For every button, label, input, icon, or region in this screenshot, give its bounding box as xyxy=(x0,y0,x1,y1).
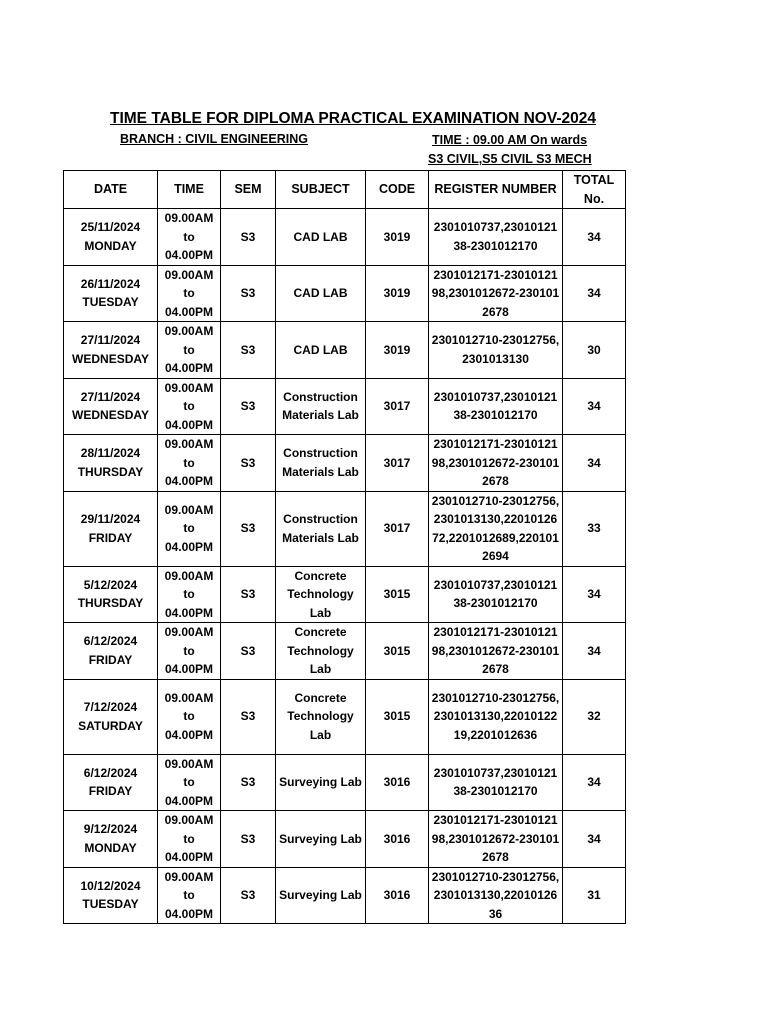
date-cell xyxy=(64,491,158,566)
total-cell: 34 xyxy=(563,378,626,435)
day-text: FRIDAY xyxy=(88,652,133,667)
time-cell: 09.00AM to 04.00PM xyxy=(158,491,221,566)
day-text: MONDAY xyxy=(84,238,137,253)
sem-cell: S3 xyxy=(221,265,276,322)
code-cell: 3016 xyxy=(366,811,429,868)
timetable xyxy=(63,170,626,924)
date-text: 10/12/2024 xyxy=(80,878,141,893)
header-register-number: REGISTER NUMBER xyxy=(429,171,563,209)
time-cell: 09.00AM to 04.00PM xyxy=(158,679,221,754)
time-cell: 09.00AM to 04.00PM xyxy=(158,623,221,680)
subject-cell: Surveying Lab xyxy=(276,754,366,811)
date-text: 28/11/2024 xyxy=(80,446,141,461)
register-number-cell: 2301012710-23012756,2301013130,2201012636 xyxy=(429,867,563,924)
day-text: TUESDAY xyxy=(82,295,139,310)
table-row xyxy=(64,566,626,623)
register-number-cell: 2301012710-23012756,2301013130 xyxy=(429,322,563,379)
table-row xyxy=(64,867,626,924)
code-cell: 3017 xyxy=(366,491,429,566)
date-text: 27/11/2024 xyxy=(80,389,141,404)
total-cell: 34 xyxy=(563,265,626,322)
day-text: FRIDAY xyxy=(88,530,133,545)
day-text: MONDAY xyxy=(84,840,137,855)
subject-cell: Construction Materials Lab xyxy=(276,491,366,566)
subject-cell: CAD LAB xyxy=(276,265,366,322)
table-row xyxy=(64,322,626,379)
sem-cell: S3 xyxy=(221,209,276,266)
header-subject: SUBJECT xyxy=(276,171,366,209)
code-cell: 3015 xyxy=(366,679,429,754)
date-cell xyxy=(64,209,158,266)
time-cell: 09.00AM to 04.00PM xyxy=(158,566,221,623)
sem-cell: S3 xyxy=(221,491,276,566)
register-number-cell: 2301012171-2301012198,2301012672-2301012678 xyxy=(429,623,563,680)
table-row xyxy=(64,679,626,754)
subject-cell: Surveying Lab xyxy=(276,811,366,868)
sem-cell: S3 xyxy=(221,811,276,868)
register-number-cell: 2301010737,2301012138-2301012170 xyxy=(429,566,563,623)
header-total: TOTAL No. xyxy=(563,171,626,209)
date-text: 26/11/2024 xyxy=(80,276,141,291)
date-cell xyxy=(64,811,158,868)
subject-cell: Construction Materials Lab xyxy=(276,378,366,435)
code-cell: 3017 xyxy=(366,378,429,435)
header-code: CODE xyxy=(366,171,429,209)
time-cell: 09.00AM to 04.00PM xyxy=(158,754,221,811)
day-text: THURSDAY xyxy=(77,596,144,611)
date-cell xyxy=(64,435,158,492)
sem-cell: S3 xyxy=(221,378,276,435)
date-cell xyxy=(64,322,158,379)
table-row xyxy=(64,435,626,492)
subject-cell: Concrete Technology Lab xyxy=(276,679,366,754)
subject-cell: Construction Materials Lab xyxy=(276,435,366,492)
code-cell: 3017 xyxy=(366,435,429,492)
table-row xyxy=(64,623,626,680)
table-row xyxy=(64,491,626,566)
total-cell: 34 xyxy=(563,754,626,811)
total-cell: 34 xyxy=(563,566,626,623)
subject-cell: Concrete Technology Lab xyxy=(276,566,366,623)
header-time: TIME xyxy=(158,171,221,209)
table-row xyxy=(64,265,626,322)
date-text: 6/12/2024 xyxy=(83,765,138,780)
table-row xyxy=(64,811,626,868)
total-cell: 34 xyxy=(563,209,626,266)
date-text: 25/11/2024 xyxy=(80,220,141,235)
date-cell xyxy=(64,566,158,623)
sem-cell: S3 xyxy=(221,867,276,924)
date-cell xyxy=(64,265,158,322)
time-cell: 09.00AM to 04.00PM xyxy=(158,867,221,924)
day-text: TUESDAY xyxy=(82,897,139,912)
code-cell: 3019 xyxy=(366,265,429,322)
table-row xyxy=(64,754,626,811)
total-cell: 34 xyxy=(563,435,626,492)
date-cell xyxy=(64,378,158,435)
time-info-label: TIME : 09.00 AM On wards xyxy=(432,133,588,147)
sem-cell: S3 xyxy=(221,679,276,754)
sem-cell: S3 xyxy=(221,566,276,623)
date-cell xyxy=(64,679,158,754)
table-row xyxy=(64,378,626,435)
branch-label: BRANCH : CIVIL ENGINEERING xyxy=(120,132,308,146)
code-cell: 3019 xyxy=(366,322,429,379)
subject-cell: CAD LAB xyxy=(276,322,366,379)
day-text: THURSDAY xyxy=(77,464,144,479)
sem-cell: S3 xyxy=(221,435,276,492)
table-row xyxy=(64,209,626,266)
register-number-cell: 2301012171-2301012198,2301012672-2301012678 xyxy=(429,811,563,868)
time-cell: 09.00AM to 04.00PM xyxy=(158,378,221,435)
date-cell xyxy=(64,754,158,811)
register-number-cell: 2301010737,2301012138-2301012170 xyxy=(429,378,563,435)
document-title: TIME TABLE FOR DIPLOMA PRACTICAL EXAMINATION NOV-2024 xyxy=(110,110,596,127)
time-cell: 09.00AM to 04.00PM xyxy=(158,435,221,492)
date-text: 9/12/2024 xyxy=(83,822,138,837)
code-cell: 3016 xyxy=(366,867,429,924)
subject-cell: Concrete Technology Lab xyxy=(276,623,366,680)
semester-info-label: S3 CIVIL,S5 CIVIL S3 MECH xyxy=(428,152,592,166)
code-cell: 3019 xyxy=(366,209,429,266)
register-number-cell: 2301010737,2301012138-2301012170 xyxy=(429,754,563,811)
subject-cell: Surveying Lab xyxy=(276,867,366,924)
time-cell: 09.00AM to 04.00PM xyxy=(158,209,221,266)
register-number-cell: 2301012171-2301012198,2301012672-2301012678 xyxy=(429,435,563,492)
subject-cell: CAD LAB xyxy=(276,209,366,266)
total-cell: 31 xyxy=(563,867,626,924)
date-cell xyxy=(64,867,158,924)
code-cell: 3016 xyxy=(366,754,429,811)
code-cell: 3015 xyxy=(366,566,429,623)
register-number-cell: 2301012710-23012756,2301013130,2201012219,2201012636 xyxy=(429,679,563,754)
sem-cell: S3 xyxy=(221,322,276,379)
header-date: DATE xyxy=(64,171,158,209)
total-cell: 34 xyxy=(563,623,626,680)
register-number-cell: 2301010737,2301012138-2301012170 xyxy=(429,209,563,266)
register-number-cell: 2301012171-2301012198,2301012672-2301012678 xyxy=(429,265,563,322)
date-text: 6/12/2024 xyxy=(83,634,138,649)
date-cell xyxy=(64,623,158,680)
date-text: 7/12/2024 xyxy=(83,700,138,714)
time-cell: 09.00AM to 04.00PM xyxy=(158,811,221,868)
sem-cell: S3 xyxy=(221,623,276,680)
register-number-cell: 2301012710-23012756,2301013130,2201012672,2201012689,2201012694 xyxy=(429,491,563,566)
total-cell: 33 xyxy=(563,491,626,566)
time-cell: 09.00AM to 04.00PM xyxy=(158,322,221,379)
day-text: WEDNESDAY xyxy=(72,351,149,366)
time-cell: 09.00AM to 04.00PM xyxy=(158,265,221,322)
date-text: 27/11/2024 xyxy=(80,333,141,348)
day-text: SATURDAY xyxy=(78,718,143,733)
header-row xyxy=(64,171,626,209)
date-text: 5/12/2024 xyxy=(83,577,138,592)
sem-cell: S3 xyxy=(221,754,276,811)
date-text: 29/11/2024 xyxy=(80,512,141,526)
day-text: FRIDAY xyxy=(88,784,133,799)
day-text: WEDNESDAY xyxy=(72,408,149,423)
header-sem: SEM xyxy=(221,171,276,209)
code-cell: 3015 xyxy=(366,623,429,680)
total-cell: 34 xyxy=(563,811,626,868)
total-cell: 30 xyxy=(563,322,626,379)
total-cell: 32 xyxy=(563,679,626,754)
